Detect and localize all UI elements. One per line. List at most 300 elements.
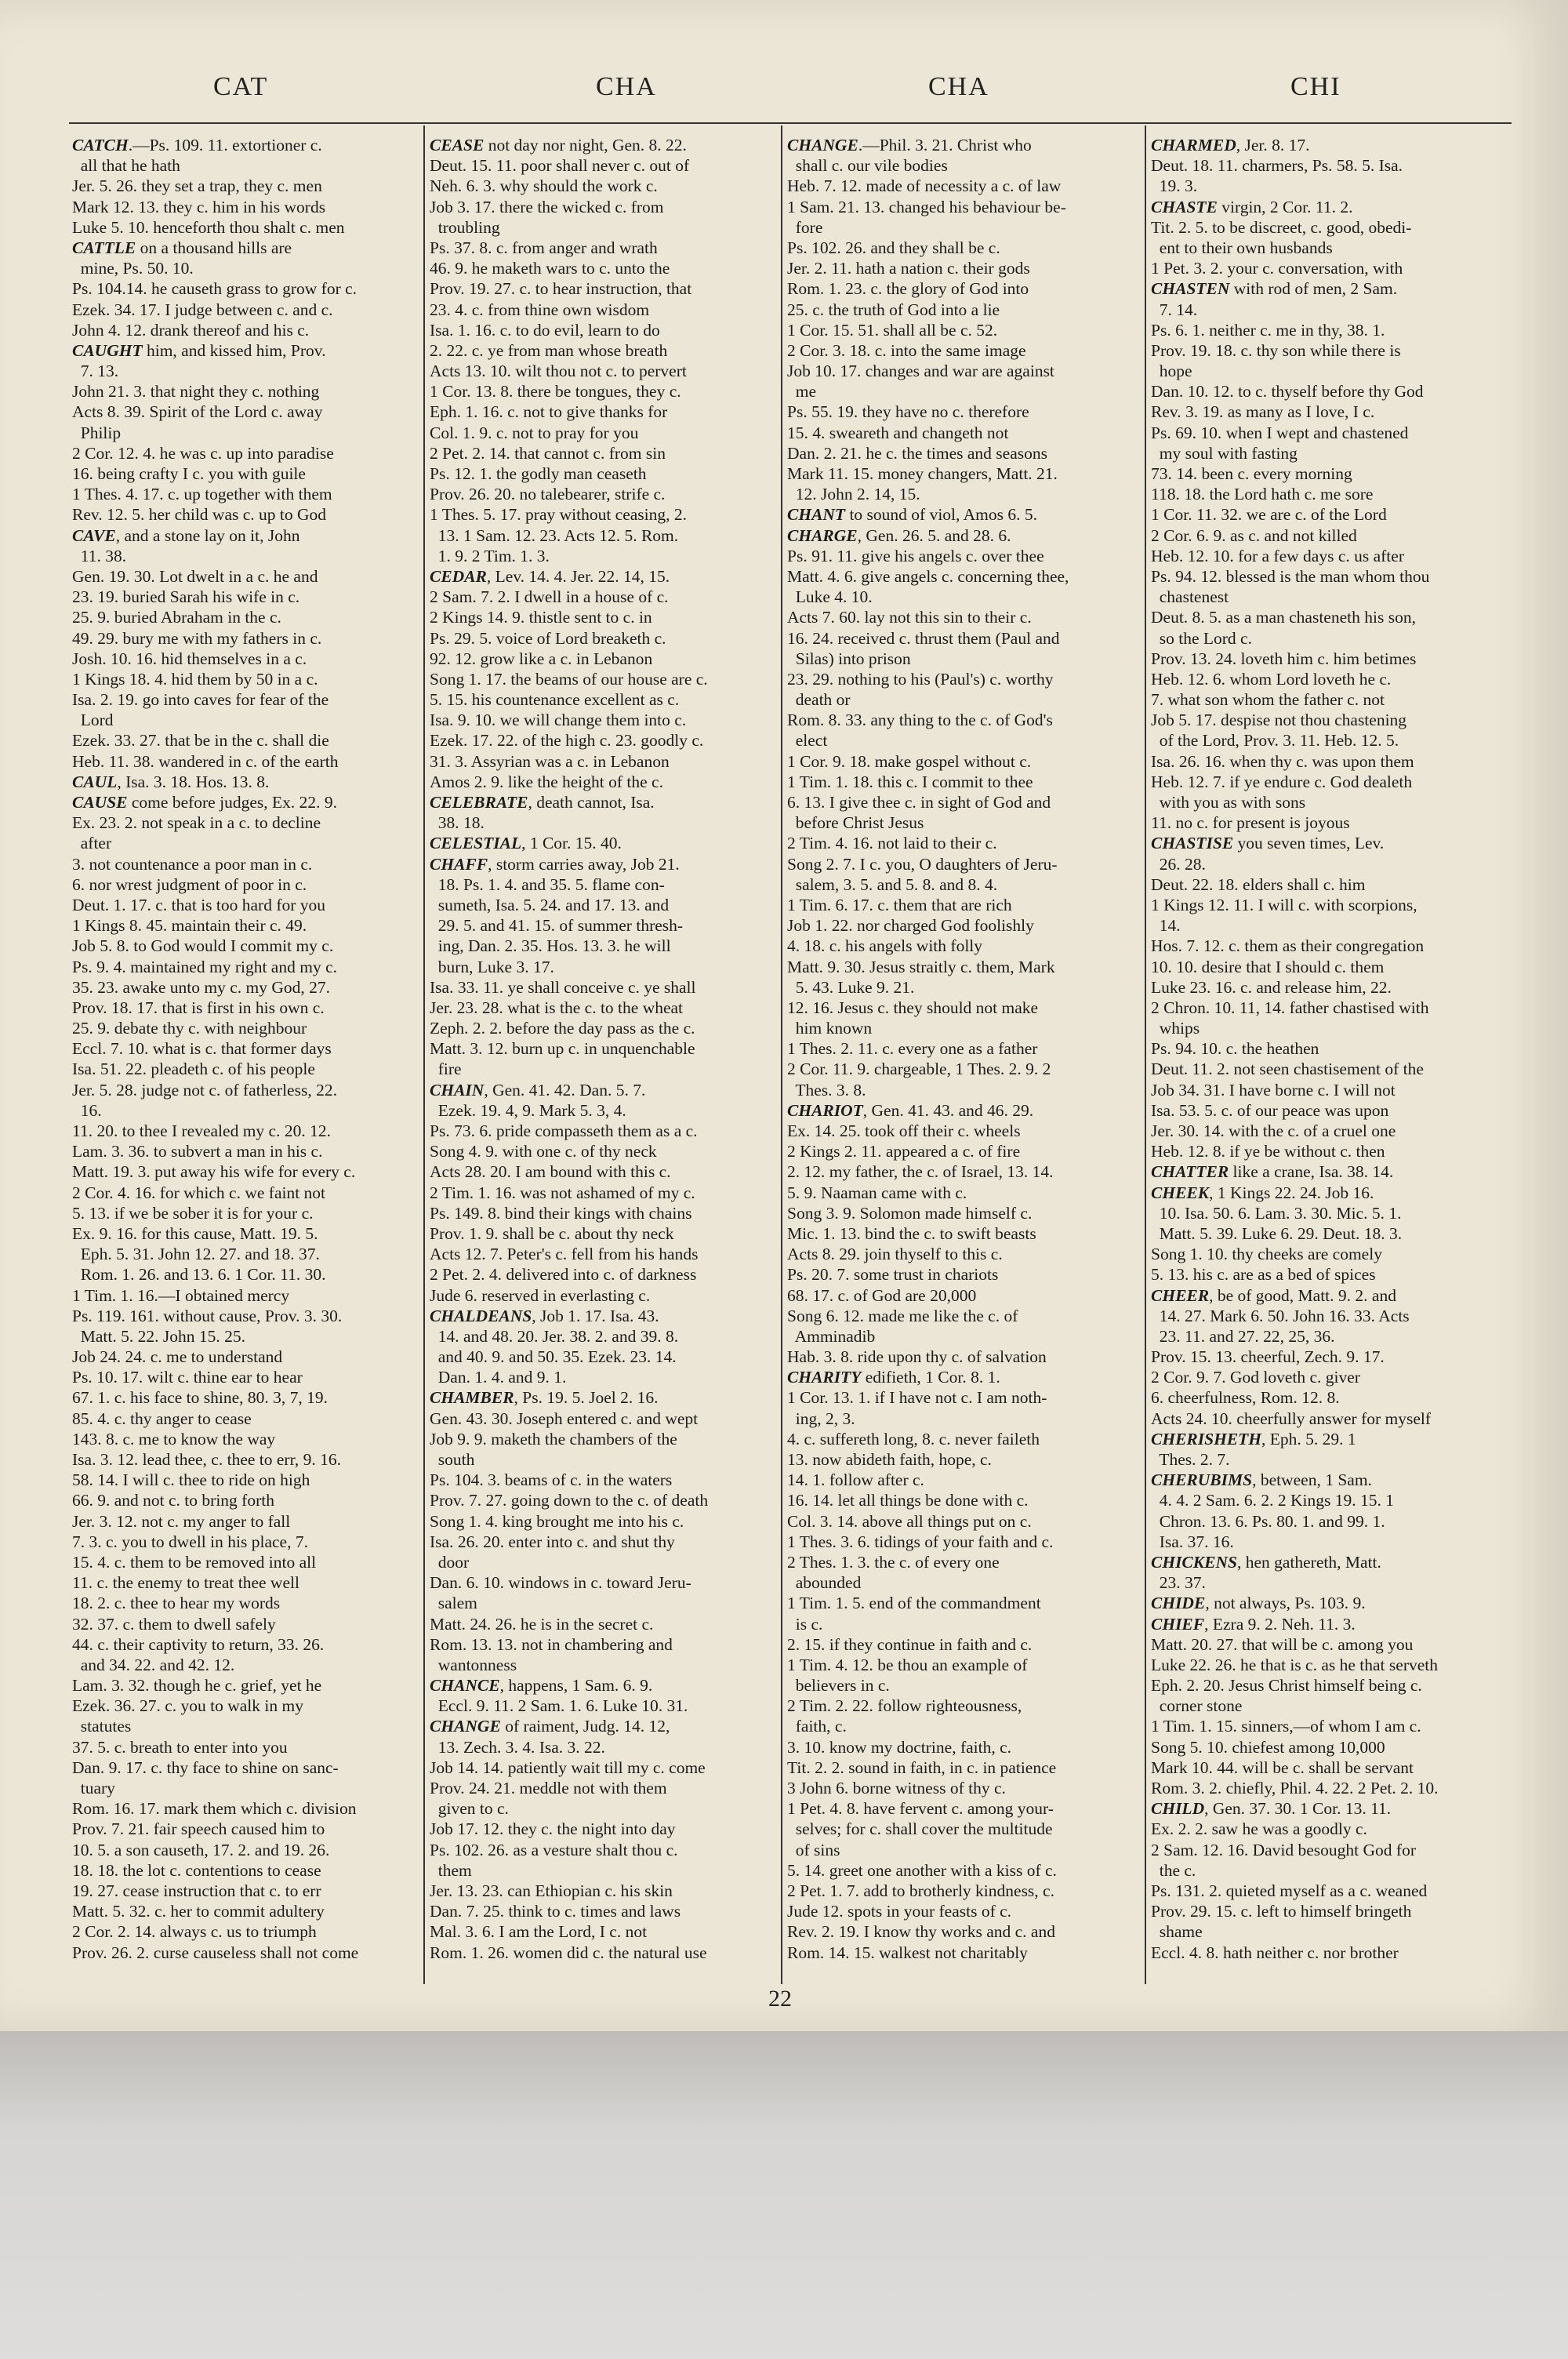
entry-line: 23. 4. c. from thine own wisdom [430,300,650,319]
entry-line: Acts 28. 20. I am bound with this c. [430,1162,671,1182]
entry-line: 2 Kings 14. 9. thistle sent to c. in [430,608,652,627]
entry-line: 1 Thes. 2. 11. c. every one as a father [787,1039,1038,1059]
entry-line: Isa. 33. 11. ye shall conceive c. ye shall [430,977,696,997]
entry-line: 5. 13. if we be sober it is for your c. [72,1203,314,1223]
entry-line: 2 Tim. 4. 16. not laid to their c. [787,834,997,853]
entry-line: Matt. 4. 6. give angels c. concerning thee, [787,566,1069,586]
entry-line: with you as with sons [1151,793,1306,812]
entry-line: Isa. 37. 16. [1151,1532,1234,1551]
entry-line: CHANGE of raiment, Judg. 14. 12, [430,1717,670,1736]
entry-line: 2 Pet. 1. 7. add to brotherly kindness, c. [787,1881,1054,1900]
running-head-chi: CHI [1290,72,1341,101]
entry-line: Dan. 10. 12. to c. thyself before thy God [1151,382,1424,402]
entry-line: Mal. 3. 6. I am the Lord, I c. not [430,1922,648,1942]
entry-line: Lam. 3. 32. though he c. grief, yet he [72,1676,322,1696]
entry-line: 6. nor wrest judgment of poor in c. [72,874,307,894]
entry-line: Job 17. 12. they c. the night into day [430,1819,676,1839]
entry-line: 92. 12. grow like a c. in Lebanon [430,649,653,668]
entry-line: tuary [72,1779,115,1797]
entry-line: after [72,834,112,853]
headword: CELESTIAL [430,834,522,853]
entry-line: Rev. 2. 19. I know thy works and c. and [787,1922,1055,1942]
entry-line: Lord [72,711,114,730]
entry-line: Song 1. 4. king brought me into his c. [430,1511,684,1531]
entry-line: Jer. 3. 12. not c. my anger to fall [72,1511,291,1531]
entry-line: Prov. 26. 20. no talebearer, strife c. [430,485,666,504]
entry-line: 1 Thes. 3. 6. tidings of your faith and c. [787,1532,1054,1551]
entry-line: John 21. 3. that night they c. nothing [72,382,320,402]
entry-line: Ps. 29. 5. voice of Lord breaketh c. [430,628,666,648]
entry-line: Ps. 20. 7. some trust in chariots [787,1265,999,1285]
headword: CHAIN [430,1080,485,1100]
entry-line: Ps. 12. 1. the godly man ceaseth [430,464,647,483]
entry-line: Ps. 91. 11. give his angels c. over thee [787,546,1044,565]
entry-line: 46. 9. he maketh wars to c. unto the [430,259,670,278]
entry-line: Song 1. 17. the beams of our house are c. [430,669,708,689]
entry-line: 23. 19. buried Sarah his wife in c. [72,587,300,607]
entry-line: Prov. 19. 27. c. to hear instruction, that [430,279,692,299]
entry-line: 11. no c. for present is joyous [1151,813,1350,833]
entry-line: CHASTE virgin, 2 Cor. 11. 2. [1151,197,1353,216]
headword: CHAFF [430,854,488,874]
entry-line: 5. 14. greet one another with a kiss of c. [787,1860,1057,1880]
entry-line: Prov. 18. 17. that is first in his own c. [72,998,325,1017]
entry-line: Job 3. 17. there the wicked c. from [430,197,664,216]
headword: CHARIOT [787,1100,863,1120]
entry-line: Job 34. 31. I have borne c. I will not [1151,1080,1396,1100]
entry-line: Thes. 2. 7. [1151,1450,1230,1469]
entry-line: 5. 43. Luke 9. 21. [787,977,915,997]
entry-line: fore [787,217,823,237]
entry-line: Ezek. 19. 4, 9. Mark 5. 3, 4. [430,1100,626,1120]
entry-line: selves; for c. shall cover the multitude [787,1819,1053,1839]
entry-line: CHASTEN with rod of men, 2 Sam. [1151,279,1398,299]
entry-line: 2 Kings 2. 11. appeared a c. of fire [787,1142,1021,1161]
entry-line: believers in c. [787,1676,890,1696]
entry-line: Deut. 8. 5. as a man chasteneth his son, [1151,608,1416,627]
entry-line: Jude 6. reserved in everlasting c. [430,1285,651,1305]
column-divider [781,125,782,1984]
headword: CEDAR [430,566,487,586]
entry-line: 44. c. their captivity to return, 33. 26. [72,1634,325,1654]
headword: CHASTEN [1151,279,1230,299]
header-rule [69,122,1512,124]
entry-line: 19. 3. [1151,176,1198,196]
entry-line: Ps. 149. 8. bind their kings with chains [430,1203,692,1223]
entry-line: 26. 28. [1151,854,1206,874]
entry-line: 1 Cor. 15. 51. shall all be c. 52. [787,320,998,340]
entry-line: Song 4. 9. with one c. of thy neck [430,1142,657,1161]
entry-line: Neh. 6. 3. why should the work c. [430,176,658,196]
entry-line: 16. 24. received c. thrust them (Paul and [787,628,1060,648]
entry-line: 13. Zech. 3. 4. Isa. 3. 22. [430,1737,605,1757]
entry-line: CHANGE.—Phil. 3. 21. Christ who [787,136,1032,154]
entry-line: Acts 8. 29. join thyself to this c. [787,1245,1003,1264]
headword: CELEBRATE [430,793,528,812]
entry-line: 2 Thes. 1. 3. the c. of every one [787,1552,1000,1572]
entry-line: 23. 11. and 27. 22, 25, 36. [1151,1326,1335,1346]
entry-line: 1 Tim. 1. 16.—I obtained mercy [72,1285,290,1305]
entry-line: ent to their own husbands [1151,238,1333,257]
entry-line: Josh. 10. 16. hid themselves in a c. [72,649,307,668]
headword: CHASTE [1151,197,1218,216]
entry-line: 1 Cor. 9. 18. make gospel without c. [787,751,1032,771]
entry-line: CHANT to sound of viol, Amos 6. 5. [787,505,1037,525]
entry-line: CHICKENS, hen gathereth, Matt. [1151,1552,1381,1572]
entry-line: Matt. 5. 39. Luke 6. 29. Deut. 18. 3. [1151,1223,1403,1243]
entry-line: ing, Dan. 2. 35. Hos. 13. 3. he will [430,936,671,956]
entry-line: CHERISHETH, Eph. 5. 29. 1 [1151,1429,1356,1448]
entry-line: 2 Chron. 10. 11, 14. father chastised with [1151,998,1429,1017]
entry-line: Acts 12. 7. Peter's c. fell from his hands [430,1245,699,1264]
entry-line: Eph. 1. 16. c. not to give thanks for [430,402,668,422]
entry-line: and 40. 9. and 50. 35. Ezek. 23. 14. [430,1347,677,1367]
entry-line: Ps. 37. 8. c. from anger and wrath [430,238,658,257]
entry-line: Dan. 7. 25. think to c. times and laws [430,1902,681,1921]
entry-line: sumeth, Isa. 5. 24. and 17. 13. and [430,895,670,914]
entry-line: CATCH.—Ps. 109. 11. extortioner c. [72,136,322,154]
headword: CAUL [72,772,118,791]
running-head-cha-1: CHA [596,72,657,101]
column-divider [423,125,425,1984]
entry-line: Rom. 16. 17. mark them which c. division [72,1799,357,1819]
headword: CHEER [1151,1285,1210,1305]
page-number: 22 [768,1986,792,2012]
entry-line: ing, 2, 3. [787,1408,855,1428]
entry-line: abounded [787,1573,862,1593]
entry-line: Ps. 102. 26. as a vesture shalt thou c. [430,1840,678,1859]
entry-line: 18. 18. the lot c. contentions to cease [72,1860,321,1880]
entry-line: 143. 8. c. me to know the way [72,1429,276,1448]
column-divider [1145,125,1146,1984]
headword: CHANGE [430,1717,501,1736]
entry-line: Eph. 5. 31. John 12. 27. and 18. 37. [72,1245,320,1264]
entry-line: 7. 13. [72,362,119,381]
entry-line: John 4. 12. drank thereof and his c. [72,320,310,340]
entry-line: 10. 5. a son causeth, 17. 2. and 19. 26. [72,1840,330,1859]
entry-line: Silas) into prison [787,649,911,668]
entry-line: Ps. 10. 17. wilt c. thine ear to hear [72,1368,303,1387]
entry-line: CHANCE, happens, 1 Sam. 6. 9. [430,1676,653,1696]
entry-line: 19. 27. cease instruction that c. to err [72,1881,321,1900]
entry-line: Dan. 1. 4. and 9. 1. [430,1368,567,1387]
entry-line: Prov. 7. 21. fair speech caused him to [72,1819,325,1839]
entry-line: 11. 38. [72,546,127,565]
entry-line: 25. c. the truth of God into a lie [787,300,1000,319]
concordance-column-3 [787,135,1138,1978]
headword: CEASE [430,136,485,154]
entry-line: CHIDE, not always, Ps. 103. 9. [1151,1594,1366,1613]
entry-line: CAUL, Isa. 3. 18. Hos. 13. 8. [72,772,270,791]
entry-line: 68. 17. c. of God are 20,000 [787,1285,977,1305]
entry-line: 31. 3. Assyrian was a c. in Lebanon [430,751,670,771]
entry-line: Mic. 1. 13. bind the c. to swift beasts [787,1223,1036,1243]
entry-line: 2 Cor. 3. 18. c. into the same image [787,340,1026,360]
entry-line: 3. 10. know my doctrine, faith, c. [787,1737,1012,1757]
entry-line: 1 Thes. 5. 17. pray without ceasing, 2. [430,505,688,525]
entry-line: 1 Pet. 3. 2. your c. conversation, with [1151,259,1403,278]
headword: CHARITY [787,1368,862,1387]
entry-line: 7. 3. c. you to dwell in his place, 7. [72,1532,308,1551]
entry-line: Acts 24. 10. cheerfully answer for myself [1151,1408,1432,1428]
entry-line: Isa. 53. 5. c. of our peace was upon [1151,1100,1389,1120]
entry-line: Tit. 2. 5. to be discreet, c. good, obedi- [1151,217,1412,237]
entry-line: 29. 5. and 41. 15. of summer thresh- [430,916,684,936]
entry-line: Ps. 94. 12. blessed is the man whom thou [1151,566,1430,586]
entry-line: 2 Cor. 12. 4. he was c. up into paradise [72,443,334,463]
entry-line: Matt. 5. 32. c. her to commit adultery [72,1902,325,1921]
entry-line: Matt. 20. 27. that will be c. among you [1151,1634,1414,1654]
entry-line: Jer. 5. 28. judge not c. of fatherless, 22. [72,1080,337,1100]
entry-line: Rom. 8. 33. any thing to the c. of God's [787,711,1053,730]
entry-line: Ezek. 36. 27. c. you to walk in my [72,1696,303,1716]
entry-line: Prov. 15. 13. cheerful, Zech. 9. 17. [1151,1347,1385,1367]
entry-line: my soul with fasting [1151,443,1298,463]
entry-line: CHARIOT, Gen. 41. 43. and 46. 29. [787,1100,1034,1120]
entry-line: Zeph. 2. 2. before the day pass as the c. [430,1019,695,1038]
entry-line: Rom. 1. 23. c. the glory of God into [787,279,1029,299]
entry-line: Deut. 15. 11. poor shall never c. out of [430,156,690,176]
entry-line: 16. being crafty I c. you with guile [72,464,306,483]
entry-line: 1 Kings 18. 4. hid them by 50 in a c. [72,669,318,689]
headword: CHIDE [1151,1594,1206,1613]
entry-line: 1 Pet. 4. 8. have fervent c. among your- [787,1799,1054,1819]
entry-line: Matt. 9. 30. Jesus straitly c. them, Mark [787,957,1055,976]
entry-line: statutes [72,1717,132,1736]
entry-line: CHAFF, storm carries away, Job 21. [430,854,680,874]
entry-line: Song 5. 10. chiefest among 10,000 [1151,1737,1385,1757]
entry-line: Matt. 24. 26. he is in the secret c. [430,1614,654,1634]
entry-line: CEASE not day nor night, Gen. 8. 22. [430,136,687,154]
concordance-column-4 [1151,135,1505,1978]
entry-line: Gen. 19. 30. Lot dwelt in a c. he and [72,566,318,586]
entry-line: 6. cheerfulness, Rom. 12. 8. [1151,1388,1340,1408]
entry-line: 2. 22. c. ye from man whose breath [430,340,668,360]
entry-line: Philip [72,423,122,442]
entry-line: 73. 14. been c. every morning [1151,464,1352,483]
entry-line: him known [787,1019,873,1038]
headword: CATCH [72,136,129,154]
entry-line: Col. 1. 9. c. not to pray for you [430,423,639,442]
entry-line: CHARGE, Gen. 26. 5. and 28. 6. [787,525,1011,545]
entry-line: 1 Cor. 13. 1. if I have not c. I am noth- [787,1388,1047,1408]
entry-line: Heb. 12. 10. for a few days c. us after [1151,546,1404,565]
entry-line: Matt. 5. 22. John 15. 25. [72,1326,245,1346]
entry-line: 1 Tim. 6. 17. c. them that are rich [787,895,1012,914]
headword: CAUSE [72,793,128,812]
headword: CHIEF [1151,1614,1205,1634]
entry-line: CAVE, and a stone lay on it, John [72,525,300,545]
entry-line: 1 Cor. 11. 32. we are c. of the Lord [1151,505,1387,525]
entry-line: 10. 10. desire that I should c. them [1151,957,1385,976]
entry-line: Deut. 11. 2. not seen chastisement of the [1151,1060,1424,1079]
entry-line: all that he hath [72,156,180,176]
entry-line: Hab. 3. 8. ride upon thy c. of salvation [787,1347,1047,1367]
entry-line: Amos 2. 9. like the height of the c. [430,772,663,791]
headword: CATTLE [72,238,136,257]
entry-line: Amminadib [787,1326,876,1346]
entry-line: 2 Pet. 2. 4. delivered into c. of darkness [430,1265,697,1285]
entry-line: 7. 14. [1151,300,1198,319]
entry-line: Rom. 3. 2. chiefly, Phil. 4. 22. 2 Pet. 2. 10. [1151,1779,1439,1797]
entry-line: 5. 9. Naaman came with c. [787,1183,967,1202]
entry-line: Jer. 13. 23. can Ethiopian c. his skin [430,1881,673,1900]
entry-line: Eccl. 7. 10. what is c. that former days [72,1039,332,1059]
entry-line: CHAIN, Gen. 41. 42. Dan. 5. 7. [430,1080,646,1100]
entry-line: Matt. 19. 3. put away his wife for every c. [72,1162,356,1182]
entry-line: CHASTISE you seven times, Lev. [1151,834,1385,853]
entry-line: Rom. 1. 26. and 13. 6. 1 Cor. 11. 30. [72,1265,326,1285]
entry-line: mine, Ps. 50. 10. [72,259,194,278]
entry-line: Gen. 43. 30. Joseph entered c. and wept [430,1408,699,1428]
entry-line: of the Lord, Prov. 3. 11. Heb. 12. 5. [1151,731,1399,751]
entry-line: Heb. 12. 8. if ye be without c. then [1151,1142,1385,1161]
scan-background [0,2031,1568,2359]
entry-line: me [787,382,817,402]
entry-line: Jude 12. spots in your feasts of c. [787,1902,1012,1921]
entry-line: 2 Cor. 11. 9. chargeable, 1 Thes. 2. 9. 2 [787,1060,1051,1079]
entry-line: CELEBRATE, death cannot, Isa. [430,793,655,812]
concordance-column-2 [430,135,775,1978]
entry-line: is c. [787,1614,823,1634]
entry-line: Ezek. 17. 22. of the high c. 23. goodly c. [430,731,704,751]
entry-line: 23. 37. [1151,1573,1206,1593]
entry-line: Job 5. 17. despise not thou chastening [1151,711,1407,730]
entry-line: 66. 9. and not c. to bring forth [72,1491,274,1510]
entry-line: Deut. 22. 18. elders shall c. him [1151,874,1366,894]
entry-line: CHEEK, 1 Kings 22. 24. Job 16. [1151,1183,1374,1202]
entry-line: 10. Isa. 50. 6. Lam. 3. 30. Mic. 5. 1. [1151,1203,1402,1223]
entry-line: CHARMED, Jer. 8. 17. [1151,136,1310,154]
entry-line: burn, Luke 3. 17. [430,957,554,976]
headword: CHERISHETH [1151,1429,1261,1448]
entry-line: CHALDEANS, Job 1. 17. Isa. 43. [430,1306,659,1325]
entry-line: Mark 10. 44. will be c. shall be servant [1151,1757,1414,1777]
entry-line: Song 2. 7. I c. you, O daughters of Jeru- [787,854,1058,874]
entry-line: Prov. 1. 9. shall be c. about thy neck [430,1223,674,1243]
entry-line: Prov. 19. 18. c. thy son while there is [1151,340,1401,360]
headword: CHANCE [430,1676,500,1696]
entry-line: the c. [1151,1860,1196,1880]
entry-line: CHIEF, Ezra 9. 2. Neh. 11. 3. [1151,1614,1356,1634]
entry-line: CAUSE come before judges, Ex. 22. 9. [72,793,337,812]
entry-line: 118. 18. the Lord hath c. me sore [1151,485,1374,504]
entry-line: 4. c. suffereth long, 8. c. never faileth [787,1429,1040,1448]
entry-line: Prov. 26. 2. curse causeless shall not come [72,1943,359,1962]
entry-line: Heb. 12. 6. whom Lord loveth he c. [1151,669,1392,689]
entry-line: Ps. 73. 6. pride compasseth them as a c. [430,1121,698,1140]
entry-line: Job 24. 24. c. me to understand [72,1347,283,1367]
entry-line: Rev. 12. 5. her child was c. up to God [72,505,327,525]
entry-line: Heb. 7. 12. made of necessity a c. of law [787,176,1062,196]
entry-line: Heb. 12. 7. if ye endure c. God dealeth [1151,772,1413,791]
concordance-column-1 [72,135,417,1978]
headword: CHICKENS [1151,1552,1237,1572]
entry-line: before Christ Jesus [787,813,924,833]
entry-line: south [430,1450,475,1469]
entry-line: Rom. 14. 15. walkest not charitably [787,1943,1028,1962]
entry-line: death or [787,690,851,710]
entry-line: 16. [72,1100,102,1120]
entry-line: Thes. 3. 8. [787,1080,866,1100]
entry-line: Song 6. 12. made me like the c. of [787,1306,1018,1325]
entry-line: Chron. 13. 6. Ps. 80. 1. and 99. 1. [1151,1511,1385,1531]
entry-line: 1 Tim. 1. 15. sinners,—of whom I am c. [1151,1717,1421,1736]
entry-line: given to c. [430,1799,509,1819]
entry-line: 37. 5. c. breath to enter into you [72,1737,288,1757]
entry-line: Dan. 9. 17. c. thy face to shine on sanc- [72,1757,339,1777]
entry-line: CHAMBER, Ps. 19. 5. Joel 2. 16. [430,1388,659,1408]
entry-line: 1 Sam. 21. 13. changed his behaviour be- [787,197,1066,216]
entry-line: 25. 9. debate thy c. with neighbour [72,1019,307,1038]
entry-line: Eccl. 9. 11. 2 Sam. 1. 6. Luke 10. 31. [430,1696,688,1716]
entry-line: Prov. 7. 27. going down to the c. of death [430,1491,709,1510]
entry-line: 18. Ps. 1. 4. and 35. 5. flame con- [430,874,665,894]
entry-line: troubling [430,217,500,237]
entry-line: 32. 37. c. them to dwell safely [72,1614,276,1634]
entry-line: Job 10. 17. changes and war are against [787,362,1054,381]
entry-line: Ezek. 33. 27. that be in the c. shall die [72,731,329,751]
entry-line: Acts 7. 60. lay not this sin to their c. [787,608,1032,627]
entry-line: 1 Tim. 1. 18. this c. I commit to thee [787,772,1033,791]
entry-line: Ps. 55. 19. they have no c. therefore [787,402,1029,422]
entry-line: 85. 4. c. thy anger to cease [72,1408,252,1428]
entry-line: 2 Cor. 4. 16. for which c. we faint not [72,1183,326,1202]
entry-line: 13. 1 Sam. 12. 23. Acts 12. 5. Rom. [430,525,679,545]
entry-line: salem [430,1594,477,1613]
entry-line: shame [1151,1922,1203,1942]
headword: CHILD [1151,1799,1205,1819]
entry-line: 14. [1151,916,1181,936]
entry-line: Eph. 2. 20. Jesus Christ himself being c. [1151,1676,1422,1696]
entry-line: wantonness [430,1655,517,1674]
entry-line: CHERUBIMS, between, 1 Sam. [1151,1470,1372,1490]
headword: CHANT [787,505,846,525]
entry-line: of sins [787,1840,840,1859]
entry-line: Rev. 3. 19. as many as I love, I c. [1151,402,1375,422]
entry-line: Ps. 6. 1. neither c. me in thy, 38. 1. [1151,320,1385,340]
entry-line: Isa. 9. 10. we will change them into c. [430,711,687,730]
entry-line: Luke 4. 10. [787,587,873,607]
entry-line: Job 5. 8. to God would I commit my c. [72,936,334,956]
entry-line: 6. 13. I give thee c. in sight of God and [787,793,1051,812]
entry-line: Isa. 2. 19. go into caves for fear of the [72,690,329,710]
entry-line: Lam. 3. 36. to subvert a man in his c. [72,1142,323,1161]
entry-line: Ex. 9. 16. for this cause, Matt. 19. 5. [72,1223,318,1243]
entry-line: Matt. 3. 12. burn up c. in unquenchable [430,1039,695,1059]
entry-line: 13. now abideth faith, hope, c. [787,1450,992,1469]
entry-line: Ps. 102. 26. and they shall be c. [787,238,1000,257]
entry-line: 15. 4. sweareth and changeth not [787,423,1009,442]
entry-line: Job 14. 14. patiently wait till my c. come [430,1757,706,1777]
entry-line: Isa. 3. 12. lead thee, c. thee to err, 9. 16. [72,1450,342,1469]
headword: CHEEK [1151,1183,1210,1202]
entry-line: Prov. 29. 15. c. left to himself bringeth [1151,1902,1412,1921]
running-head-cha-2: CHA [928,72,989,101]
entry-line: Mark 12. 13. they c. him in his words [72,197,326,216]
headword: CHAMBER [430,1388,514,1408]
entry-line: Luke 23. 16. c. and release him, 22. [1151,977,1392,997]
entry-line: 2 Tim. 2. 22. follow righteousness, [787,1696,1022,1716]
entry-line: 12. 16. Jesus c. they should not make [787,998,1039,1017]
entry-line: 67. 1. c. his face to shine, 80. 3, 7, 19. [72,1388,328,1408]
entry-line: Deut. 1. 17. c. that is too hard for you [72,895,326,914]
entry-line: Ps. 104.14. he causeth grass to grow for c. [72,279,358,299]
entry-line: 23. 29. nothing to his (Paul's) c. worthy [787,669,1054,689]
entry-line: 14. 27. Mark 6. 50. John 16. 33. Acts [1151,1306,1410,1325]
entry-line: CHILD, Gen. 37. 30. 1 Cor. 13. 11. [1151,1799,1392,1819]
entry-line: Isa. 1. 16. c. to do evil, learn to do [430,320,660,340]
